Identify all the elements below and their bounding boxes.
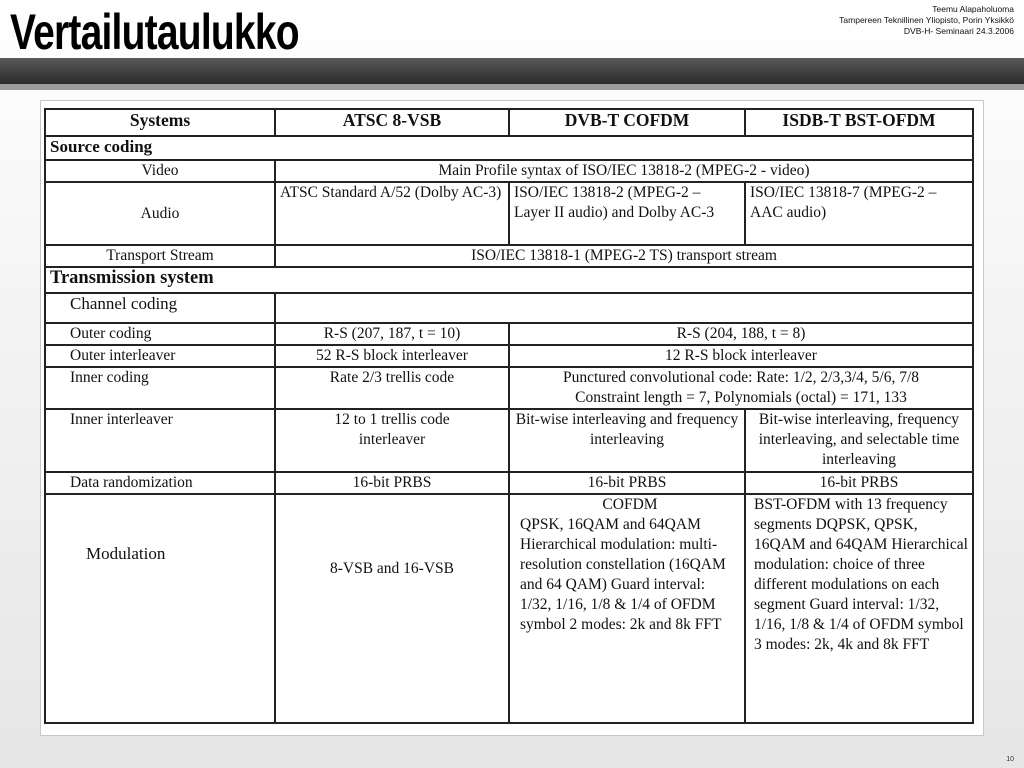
row-label-inner-coding: Inner coding: [45, 367, 275, 409]
header-cell-atsc: ATSC 8-VSB: [275, 109, 509, 136]
table-row-outer-interleaver: [45, 345, 973, 367]
modulation-dvbt-details: QPSK, 16QAM and 64QAM Hierarchical modulation: multi-resolution constellation (16QAM and 64 QAM) Guard interval: 1/32, 1/16, 1/8 & 1/4 of OFDM symbol 2 modes: 2k and 8k FFT: [520, 516, 726, 633]
table-header-row: [45, 109, 973, 136]
header-cell-dvbt: DVB-T COFDM: [509, 109, 745, 136]
section-row-source-coding: [45, 136, 973, 160]
row-label-outer-coding: Outer coding: [45, 323, 275, 345]
author-name: Teemu Alapaholuoma: [932, 4, 1014, 14]
page-number: 10: [1006, 756, 1014, 763]
row-label-transport-stream: Transport Stream: [45, 245, 275, 267]
row-label-modulation: Modulation: [45, 494, 275, 723]
header-decoration-stripe: [0, 84, 1024, 90]
cell-outer-coding-other: R-S (204, 188, t = 8): [509, 323, 973, 345]
table-row-outer-coding: [45, 323, 973, 345]
row-label-video: Video: [45, 160, 275, 182]
comparison-table-container: [44, 108, 972, 724]
cell-data-randomization-atsc: 16-bit PRBS: [275, 472, 509, 494]
cell-audio-isdbt: ISO/IEC 13818-7 (MPEG-2 – AAC audio): [745, 182, 973, 245]
cell-inner-interleaver-dvbt: Bit-wise interleaving and frequency interleaving: [509, 409, 745, 472]
row-label-outer-interleaver: Outer interleaver: [45, 345, 275, 367]
section-label-transmission-system: Transmission system: [45, 267, 973, 293]
table-row-inner-coding: [45, 367, 973, 409]
table-row-modulation: [45, 494, 973, 723]
row-label-data-randomization: Data randomization: [45, 472, 275, 494]
author-affiliation: Tampereen Teknillinen Yliopisto, Porin Yksikkö: [839, 15, 1014, 25]
cell-modulation-isdbt: BST-OFDM with 13 frequency segments DQPSK, QPSK, 16QAM and 64QAM Hierarchical modulation: choice of three different modulations on each segment Guard interval: 1/32, 1/16, 1/8 & 1/4 of OFDM symbol 3 modes: 2k, 4k and 8k FFT: [745, 494, 973, 723]
modulation-dvbt-title: COFDM: [602, 496, 658, 513]
table-row-channel-coding: [45, 293, 973, 323]
cell-modulation-dvbt: [509, 494, 745, 723]
table-row-audio: [45, 182, 973, 245]
table-row-data-randomization: [45, 472, 973, 494]
author-event: DVB-H- Seminaari 24.3.2006: [903, 26, 1014, 36]
cell-transport-stream-all: ISO/IEC 13818-1 (MPEG-2 TS) transport stream: [275, 245, 973, 267]
header-cell-systems: Systems: [45, 109, 275, 136]
cell-data-randomization-isdbt: 16-bit PRBS: [745, 472, 973, 494]
inner-coding-line-1: Punctured convolutional code: Rate: 1/2, 2/3,3/4, 5/6, 7/8: [562, 369, 919, 386]
slide-title: Vertailutaulukko: [10, 4, 299, 60]
cell-audio-atsc: ATSC Standard A/52 (Dolby AC-3): [275, 182, 509, 245]
cell-outer-interleaver-atsc: 52 R-S block interleaver: [275, 345, 509, 367]
cell-audio-dvbt: ISO/IEC 13818-2 (MPEG-2 – Layer II audio) and Dolby AC-3: [509, 182, 745, 245]
table-row-transport-stream: [45, 245, 973, 267]
row-label-audio: Audio: [45, 182, 275, 245]
cell-inner-interleaver-atsc: 12 to 1 trellis code interleaver: [275, 409, 509, 472]
table-row-inner-interleaver: [45, 409, 973, 472]
cell-inner-interleaver-isdbt: Bit-wise interleaving, frequency interleaving, and selectable time interleaving: [745, 409, 973, 472]
cell-data-randomization-dvbt: 16-bit PRBS: [509, 472, 745, 494]
cell-modulation-atsc: 8-VSB and 16-VSB: [275, 494, 509, 723]
cell-channel-coding-empty: [275, 293, 973, 323]
cell-outer-interleaver-other: 12 R-S block interleaver: [509, 345, 973, 367]
comparison-table: [44, 108, 974, 724]
section-label-source-coding: Source coding: [45, 136, 973, 160]
header-cell-isdbt: ISDB-T BST-OFDM: [745, 109, 973, 136]
cell-outer-coding-atsc: R-S (207, 187, t = 10): [275, 323, 509, 345]
row-label-channel-coding: Channel coding: [45, 293, 275, 323]
table-row-video: [45, 160, 973, 182]
cell-inner-coding-atsc: Rate 2/3 trellis code: [275, 367, 509, 409]
section-row-transmission-system: [45, 267, 973, 293]
cell-inner-coding-other: [509, 367, 973, 409]
author-info: [839, 4, 1014, 37]
row-label-inner-interleaver: Inner interleaver: [45, 409, 275, 472]
inner-coding-line-2: Constraint length = 7, Polynomials (octal) = 171, 133: [575, 389, 907, 406]
cell-video-all: Main Profile syntax of ISO/IEC 13818-2 (MPEG-2 - video): [275, 160, 973, 182]
